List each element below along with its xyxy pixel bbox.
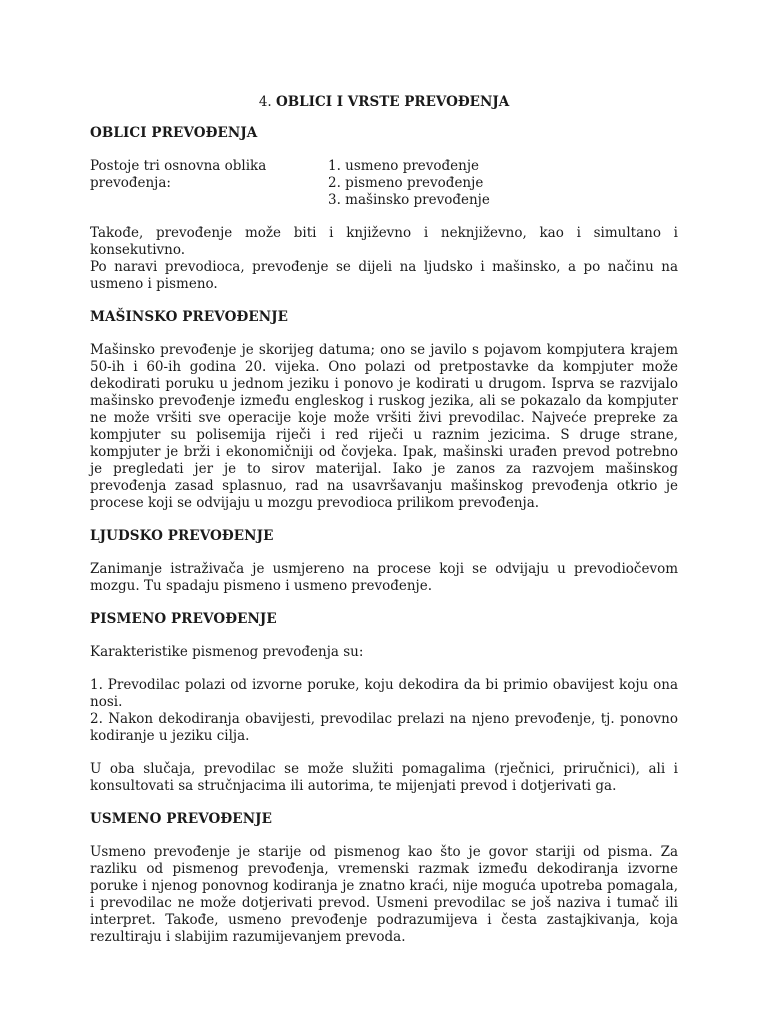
paragraph-ljudsko: Zanimanje istraživača je usmjereno na procese koji se odvijaju u prevodiočevom mozgu. Tu spadaju pismeno i usmeno prevođenje. [90,561,678,594]
paragraph-pismeno-intro: Karakteristike pismenog prevođenja su: [90,644,364,660]
paragraph-masinsko: Mašinsko prevođenje je skorijeg datuma; ono se javilo s pojavom kompjutera krajem 50-ih i 60-ih godina 20. vijeka. Ono polazi od pretpostavke da kompjuter može dekodirati poruku u jednom jeziku i ponovo je kodirati u drugom. Isprva se razvijalo mašinsko prevođenje između engleskog i ruskog jezika, ali se pokazalo da kompjuter ne može vršiti sve operacije koje može vršiti živi prevodilac. Najveće prepreke za kompjuter su polisemija riječi i red riječi u raznim jezicima. S druge strane, kompjuter je brži i ekonomičniji od čovjeka. Ipak, mašinski urađen prevod potrebno je pregledati jer je to sirov materijal. Iako je zanos za razvojem mašinskog prevođenja zasad splasnuo, rad na usavršavanju mašinskog prevođenja otkrio je procese koji se odvijaju u mozgu prevodioca prilikom prevođenja. [90,342,678,511]
forms-list-block [90,158,678,209]
paragraph-oblici-1: Takođe, prevođenje može biti i književno i neknjiževno, kao i simultano i konsekutivno. [90,225,678,258]
forms-list [328,158,678,209]
chapter-number: 4. [258,94,272,110]
paragraph-pismeno: U oba slučaja, prevodilac se može služiti pomagalima (rječnici, priručnici), ali i konsultovati sa stručnjacima ili autorima, te mijenjati prevod i dotjerivati ga. [90,761,678,794]
paragraph-pismeno-point-1: 1. Prevodilac polazi od izvorne poruke, koju dekodira da bi primio obavijest koju ona nosi. [90,677,678,710]
document-page [90,94,678,962]
forms-list-item: 2. pismeno prevođenje [328,175,484,191]
forms-intro: Postoje tri osnovna oblika prevođenja: [90,158,267,191]
section-heading-oblici: OBLICI PREVOĐENJA [90,125,258,141]
section-heading-masinsko: MAŠINSKO PREVOĐENJE [90,309,289,325]
section-heading-ljudsko: LJUDSKO PREVOĐENJE [90,528,274,544]
section-heading-usmeno: USMENO PREVOĐENJE [90,811,273,827]
document-title [90,94,678,111]
chapter-title: OBLICI I VRSTE PREVOĐENJA [276,94,510,110]
paragraph-usmeno: Usmeno prevođenje je starije od pismenog kao što je govor stariji od pisma. Za razliku od pismenog prevođenja, vremenski razmak između dekodiranja izvorne poruke i njenog ponovnog kodiranja je znatno kraći, nije moguća upotreba pomagala, i prevodilac ne može dotjerivati prevod. Usmeni prevodilac se još naziva i tumač ili interpret. Takođe, usmeno prevođenje podrazumijeva i česta zastajkivanja, koja rezultiraju i slabijim razumijevanjem prevoda. [90,844,678,945]
paragraph-oblici-2: Po naravi prevodioca, prevođenje se dijeli na ljudsko i mašinsko, a po načinu na usmeno i pismeno. [90,259,678,292]
paragraph-pismeno-point-2: 2. Nakon dekodiranja obavijesti, prevodilac prelazi na njeno prevođenje, tj. ponovno kodiranje u jeziku cilja. [90,711,678,744]
forms-list-item: 1. usmeno prevođenje [328,158,480,174]
forms-list-item: 3. mašinsko prevođenje [328,192,490,208]
section-heading-pismeno: PISMENO PREVOĐENJE [90,611,277,627]
